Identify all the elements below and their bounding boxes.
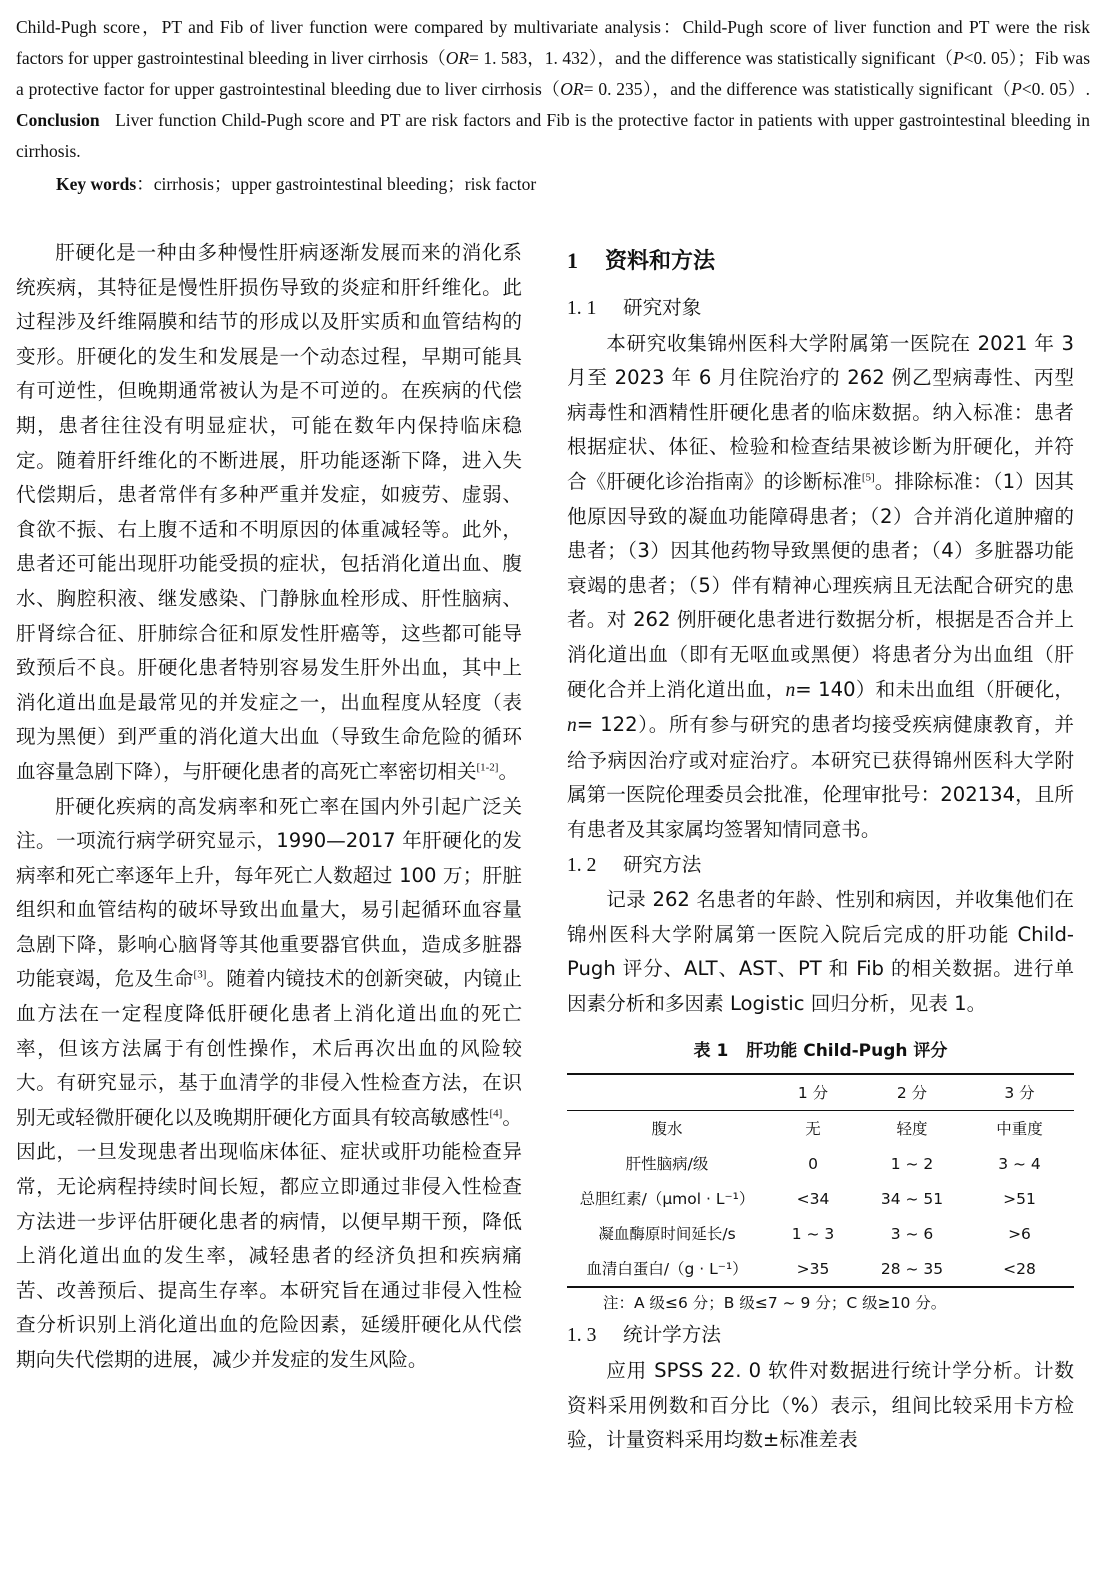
paragraph-text: 肝硬化疾病的高发病率和死亡率在国内外引起广泛关注。一项流行病学研究显示，1990—2017 年肝硬化的发病率和死亡率逐年上升，每年死亡人数超过 100 万；肝脏组织和血管结构的破坏导致出血量大，易引起循环血容量急剧下降，影响心脑肾等其他重要器官供血，造成多脏器功能衰竭，危及生命 (16, 794, 522, 991)
table-cell: 血清白蛋白/（g · L⁻¹） (567, 1251, 767, 1287)
left-column (16, 236, 522, 1378)
keywords-label: Key words (56, 174, 137, 194)
table-note: 注：A 级≤6 分；B 级≤7 ~ 9 分；C 级≥10 分。 (603, 1294, 947, 1313)
table-header: 2 分 (859, 1074, 965, 1111)
citation-ref: [4] (489, 1107, 503, 1120)
n-label: n (567, 715, 577, 737)
table-cell: <28 (965, 1251, 1074, 1287)
paragraph-text: 本研究收集锦州医科大学附属第一医院在 2021 年 3 月至 2023 年 6 月住院治疗的 262 例乙型病毒性、丙型病毒性和酒精性肝硬化患者的临床数据。纳入标准：患者根据症状、体征、检验和检查结果被诊断为肝硬化，并符合《肝硬化诊治指南》的诊断标准 (567, 331, 1074, 493)
abstract-results (16, 12, 1090, 167)
intro-paragraph-2 (16, 790, 522, 1378)
paragraph-text: = 140）和未出血组（肝硬化， (795, 677, 1075, 701)
table-cell: <34 (796, 1189, 830, 1208)
study-subjects-paragraph (567, 327, 1074, 848)
table-cell: 1 ~ 3 (791, 1224, 835, 1243)
paragraph-text: 。排除标准：（1）因其他原因导致的凝血功能障碍患者；（2）合并消化道肿瘤的患者；（3）因其他药物导致黑便的患者；（4）多脏器功能衰竭的患者；（5）伴有精神心理疾病且无法配合研究的患者。对 262 例肝硬化患者进行数据分析，根据是否合并上消化道出血（即有无呕血或黑便）将患者分为出血组（肝硬化合并上消化道出血， (567, 469, 1075, 701)
table-row (567, 1111, 1074, 1147)
paragraph-text: 。因此，一旦发现患者出现临床体征、症状或肝功能检查异常，无论病程持续时间长短，都应立即通过非侵入性检查方法进一步评估肝硬化患者的病情，以便早期干预，降低上消化道出血的发生率，减轻患者的经济负担和疾病痛苦、改善预后、提高生存率。本研究旨在通过非侵入性检查分析识别上消化道出血的危险因素，延缓肝硬化从代偿期向失代偿期的进展，减少并发症的发生风险。 (16, 1105, 523, 1371)
table-cell: 中重度 (996, 1119, 1043, 1138)
abstract-text: ，and the difference was statistically significant（ (652, 79, 1012, 99)
table-cell: 轻度 (896, 1119, 928, 1138)
table-cell: 无 (805, 1119, 821, 1138)
p-label: P (1011, 79, 1022, 99)
table-header-row (567, 1074, 1074, 1111)
p-label: P (952, 48, 964, 68)
table-cell: 凝血酶原时间延长/s (598, 1224, 736, 1243)
abstract-text: ；Fib was a protective factor for upper gastrointestinal bleeding due to liver cirrhosis（ (16, 48, 1091, 99)
paragraph-text: 肝硬化是一种由多种慢性肝病逐渐发展而来的消化系统疾病，其特征是慢性肝损伤导致的炎症和肝纤维化。此过程涉及纤维隔膜和结节的形成以及肝实质和血管结构的变形。肝硬化的发生和发展是一个动态过程，早期可能具有可逆性，但晚期通常被认为是不可逆的。在疾病的代偿期，患者往往没有明显症状，可能在数年内保持临床稳定。随着肝纤维化的不断进展，肝功能逐渐下降，进入失代偿期后，患者常伴有多种严重并发症，如疲劳、虚弱、食欲不振、右上腹不适和不明原因的体重减轻等。此外，患者还可能出现肝功能受损的症状，包括消化道出血、腹水、胸腔积液、继发感染、门静脉血栓形成、肝性脑病、肝肾综合征、肝肺综合征和原发性肝癌等，这些都可能导致预后不良。肝硬化患者特别容易发生肝外出血，其中上消化道出血是最常见的并发症之一，出血程度从轻度（表现为黑便）到严重的消化道大出血（导致生命危险的循环血容量急剧下降），与肝硬化患者的高死亡率密切相关 (16, 241, 522, 783)
paragraph-text: = 122）。所有参与研究的患者均接受疾病健康教育，并给予病因治疗或对症治疗。本研究已获得锦州医科大学附属第一医院伦理委员会批准，伦理审批号：202134，且所有患者及其家属均签署知情同意书。 (567, 713, 1074, 841)
subsection-heading (567, 848, 1074, 884)
table-cell: >51 (1003, 1189, 1036, 1208)
table-cell: >35 (767, 1251, 859, 1287)
subsection-number: 1. 2 (567, 854, 597, 876)
english-abstract (16, 12, 1090, 167)
methods-paragraph: 记录 262 名患者的年龄、性别和病因，并收集他们在锦州医科大学附属第一医院入院后完成的肝功能 Child-Pugh 评分、ALT、AST、PT 和 Fib 的相关数据。进行单因素分析和多因素 Logistic 回归分析，见表 1。 (567, 888, 1074, 1015)
p-value: <0. 05）. (1021, 79, 1090, 99)
table-row (567, 1251, 1074, 1287)
conclusion-text: Liver function Child-Pugh score and PT are risk factors and Fib is the protective factor in patients with upper gastrointestinal bleeding in cirrhosis. (16, 110, 1091, 161)
citation-ref: [5] (861, 471, 875, 484)
section-title: 资料和方法 (605, 249, 716, 274)
subsection-title: 研究方法 (623, 852, 702, 876)
child-pugh-table (567, 1073, 1074, 1288)
section-heading (567, 244, 1074, 279)
paragraph-text: 。 (498, 759, 519, 783)
n-label: n (785, 679, 796, 701)
table-cell: 3 ~ 6 (890, 1224, 934, 1243)
table-header: 1 分 (767, 1074, 859, 1111)
p-value: <0. 05） (963, 48, 1018, 68)
or-value: = 1. 583，1. 432） (469, 48, 598, 68)
abstract-text: Child-Pugh score，PT and Fib of liver function were compared by multivariate analysis：Child-Pugh score of liver function and PT were the risk factors for upper gastrointestinal bleeding in liver cirrhosis（ (16, 17, 1090, 68)
subsection-heading (567, 1318, 1074, 1354)
table-cell: 总胆红素/（μmol · L⁻¹） (579, 1189, 755, 1208)
table-cell: 1 ~ 2 (890, 1154, 934, 1173)
table-cell: 肝性脑病/级 (625, 1154, 709, 1173)
table-caption (567, 1039, 1074, 1063)
subsection-title: 统计学方法 (623, 1323, 721, 1347)
statistics-paragraph: 应用 SPSS 22. 0 软件对数据进行统计学分析。计数资料采用例数和百分比（%）表示，组间比较采用卡方检验，计量资料采用均数±标准差表 (567, 1359, 1074, 1452)
or-label: OR (560, 79, 584, 99)
subsection-number: 1. 1 (567, 298, 597, 319)
table-number: 表 1 (693, 1041, 729, 1062)
or-value: = 0. 235） (583, 79, 653, 99)
table-title: 肝功能 Child-Pugh 评分 (746, 1041, 948, 1062)
table-row (567, 1146, 1074, 1181)
table-cell: 34 ~ 51 (880, 1189, 944, 1208)
table-row (567, 1181, 1074, 1216)
intro-paragraph-1 (16, 236, 522, 790)
table-header (567, 1074, 767, 1111)
table-cell: 3 ~ 4 (998, 1154, 1041, 1173)
table-header: 3 分 (965, 1074, 1074, 1111)
keywords-text: ：cirrhosis；upper gastrointestinal bleeding；risk factor (136, 174, 537, 194)
subsection-title: 研究对象 (623, 296, 702, 319)
table-cell: >6 (1008, 1224, 1031, 1243)
table-cell: 28 ~ 35 (859, 1251, 965, 1287)
citation-ref: [3] (193, 968, 207, 981)
section-number: 1 (567, 248, 578, 273)
abstract-text: ，and the difference was statistically significant（ (597, 48, 953, 68)
table-row (567, 1216, 1074, 1251)
table-cell: 0 (808, 1154, 818, 1173)
right-column (567, 236, 1074, 1458)
paragraph-text: 。随着内镜技术的创新突破，内镜止血方法在一定程度降低肝硬化患者上消化道出血的死亡率，但该方法属于有创性操作，术后再次出血的风险较大。有研究显示，基于血清学的非侵入性检查方法，在识别无或轻微肝硬化以及晚期肝硬化方面具有较高敏感性 (16, 967, 523, 1129)
or-label: OR (445, 48, 470, 68)
keywords (56, 170, 536, 198)
subsection-number: 1. 3 (567, 1325, 597, 1347)
subsection-heading (567, 291, 1074, 327)
table-cell: 腹水 (651, 1119, 683, 1138)
citation-ref: [1-2] (476, 761, 499, 774)
conclusion-label: Conclusion (16, 110, 100, 130)
